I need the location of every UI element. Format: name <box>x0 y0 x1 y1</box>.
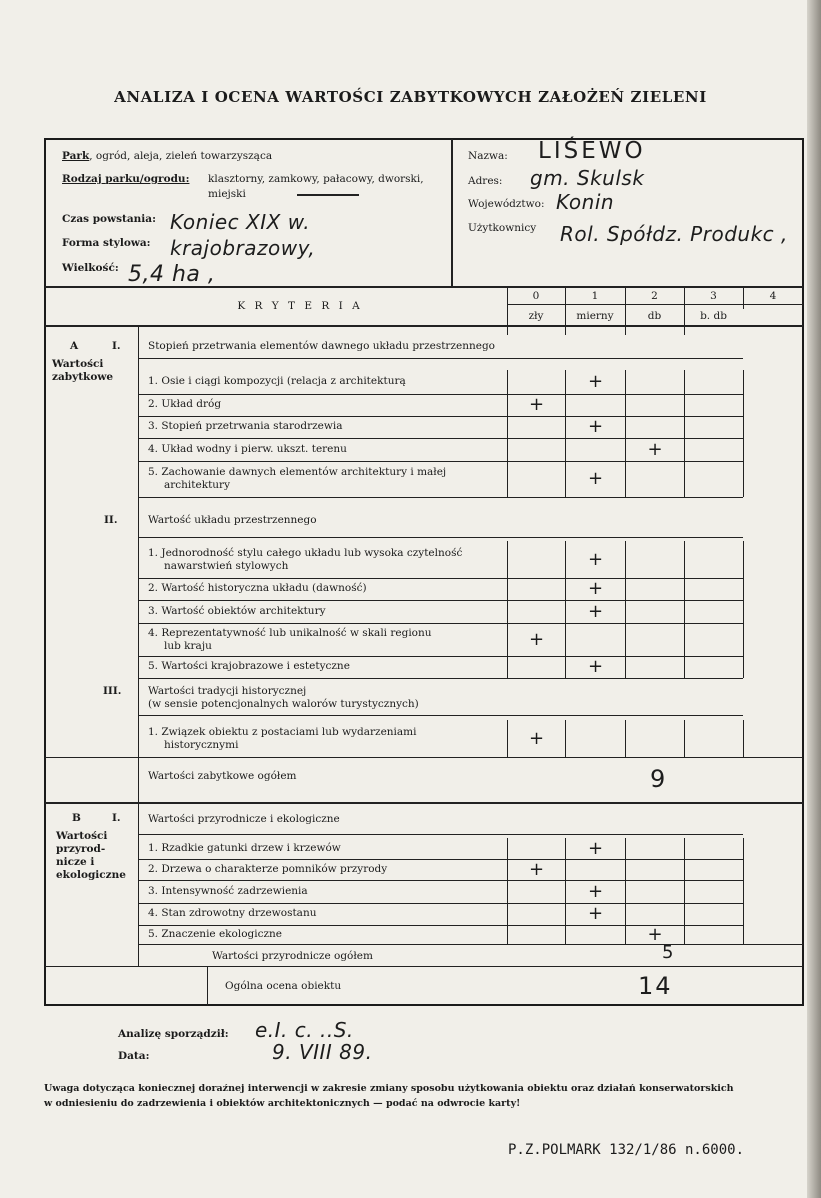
data-value: 9. VIII 89. <box>272 1040 373 1064</box>
a1-row-4-col-3 <box>684 438 685 461</box>
a1-row-1-label: 1. Osie i ciągi kompozycji (relacja z architekturą <box>148 375 406 387</box>
b1-row-3-line <box>138 903 743 904</box>
b1-row-5-col-1 <box>565 925 566 944</box>
b1-row-5-label: 5. Znaczenie ekologiczne <box>148 927 283 940</box>
a2-row-3-col-4 <box>743 600 744 623</box>
score-mark-plus: + <box>588 600 604 622</box>
a1-row-4-col-1 <box>565 438 566 461</box>
wielkosc-value: 5,4 ha , <box>128 262 216 287</box>
a3-row-1-col-2 <box>625 720 626 757</box>
a1-row-3-col-2 <box>625 416 626 438</box>
uzytkownicy-label: Użytkownicy <box>468 222 537 234</box>
score-mark-plus: + <box>588 880 604 902</box>
a1-row-2-col-0 <box>507 394 508 416</box>
score-head-1: 1 <box>591 290 599 302</box>
b1-row-3-col-0 <box>507 880 508 903</box>
a2-row-3-col-1 <box>565 600 566 623</box>
a2-row-5-line <box>138 678 743 679</box>
park-label: Park, ogród, aleja, zieleń towarzysząca <box>62 150 273 162</box>
a3-row-1-col-1 <box>565 720 566 757</box>
a2-row-1-label-2: nawarstwień stylowych <box>164 559 289 572</box>
a3-roman: III. <box>103 685 122 697</box>
note-line-1: Uwaga dotycząca koniecznej doraźnej interwencji w zakresie zmiany sposobu użytkowania obiektu oraz działań konserwatorskich <box>44 1083 734 1094</box>
section-a-divider <box>138 326 139 802</box>
rodzaj-label: Rodzaj parku/ogrodu: <box>62 173 190 185</box>
a2-row-2-col-1 <box>565 578 566 600</box>
b1-row-4-col-2 <box>625 903 626 925</box>
score-head-3: 3 <box>710 290 717 302</box>
a-total-label: Wartości zabytkowe ogółem <box>148 770 297 782</box>
b1-row-5-col-3 <box>684 925 685 944</box>
b1-row-4-col-1 <box>565 903 566 925</box>
a-total-value: 9 <box>650 765 666 793</box>
uzytkownicy-value: Rol. Spółdz. Produkc , <box>560 222 788 246</box>
a2-row-1-col-1 <box>565 541 566 578</box>
section-b-name-1: Wartości <box>56 830 108 842</box>
a2-row-2-col-3 <box>684 578 685 600</box>
a1-row-2-label: 2. Układ dróg <box>148 398 222 410</box>
b1-row-1-col-4 <box>743 838 744 859</box>
a2-row-5-col-0 <box>507 656 508 678</box>
overall-left-line <box>207 966 208 1006</box>
score-label-1: mierny <box>576 310 614 322</box>
kryteria-label: K R Y T E R I A <box>237 300 363 312</box>
score-mark-plus: + <box>588 578 604 599</box>
b-total-value: 5 <box>662 942 674 963</box>
a3-group-title-2: (w sensie potencjonalnych walorów turystycznych) <box>148 698 419 710</box>
b1-row-1-col-2 <box>625 838 626 859</box>
a1-row-4-line <box>138 461 743 462</box>
b1-title-line <box>138 834 743 835</box>
score-label-2: db <box>647 310 662 322</box>
score-mark-plus: + <box>647 923 663 945</box>
score-mark-plus: + <box>588 416 604 437</box>
a1-row-2-col-2 <box>625 394 626 416</box>
a2-row-1-line <box>138 578 743 579</box>
a3-title-line <box>138 715 743 716</box>
a1-row-3-col-0 <box>507 416 508 438</box>
a2-row-4-label: 4. Reprezentatywność lub unikalność w skali regionu <box>148 626 432 639</box>
sporzadzil-label: Analizę sporządził: <box>118 1028 229 1040</box>
a2-row-4-col-1 <box>565 623 566 656</box>
section-b-divider <box>138 803 139 966</box>
a1-row-4-col-4 <box>743 438 744 461</box>
a3-row-1-line <box>138 757 743 758</box>
a1-row-5-col-1 <box>565 461 566 497</box>
a1-row-1-line <box>138 394 743 395</box>
a1-row-4-col-2 <box>625 438 626 461</box>
a1-row-4-label: 4. Układ wodny i pierw. ukszt. terenu <box>148 442 347 455</box>
score-header-mid-line <box>507 304 803 305</box>
score-mark-plus: + <box>529 628 545 650</box>
a2-row-4-col-2 <box>625 623 626 656</box>
score-mark-plus: + <box>529 394 545 415</box>
a1-row-3-col-1 <box>565 416 566 438</box>
a2-row-1-label: 1. Jednorodność stylu całego układu lub wysoka czytelność <box>148 546 463 559</box>
adres-value: gm. Skulsk <box>530 166 645 190</box>
a2-row-2-col-2 <box>625 578 626 600</box>
a2-row-3-label: 3. Wartość obiektów architektury <box>148 604 326 617</box>
a2-row-1-col-0 <box>507 541 508 578</box>
note-line-2: w odniesieniu do zadrzewienia i obiektów architektonicznych — podać na odwrocie karty! <box>44 1098 521 1109</box>
b1-row-3-col-4 <box>743 880 744 903</box>
palacowy-underline <box>297 194 359 196</box>
a1-row-1-col-0 <box>507 370 508 394</box>
b1-row-4-col-0 <box>507 903 508 925</box>
header-divider <box>451 139 453 286</box>
print-code: P.Z.POLMARK 132/1/86 n.6000. <box>508 1142 745 1158</box>
sporzadzil-signature: e.I. c. ..S. <box>255 1018 354 1042</box>
a3-group-title-1: Wartości tradycji historycznej <box>148 685 307 697</box>
czas-label: Czas powstania: <box>62 213 156 225</box>
a1-row-4-col-0 <box>507 438 508 461</box>
a2-row-4-line <box>138 656 743 657</box>
section-b-name-3: nicze i <box>56 856 95 868</box>
a1-row-5-col-3 <box>684 461 685 497</box>
a1-row-2-line <box>138 416 743 417</box>
adres-label: Adres: <box>468 175 503 187</box>
a1-row-1-col-4 <box>743 370 744 394</box>
a3-row-1-col-0 <box>507 720 508 757</box>
b1-row-2-col-2 <box>625 859 626 880</box>
criteria-header-bottom <box>45 325 803 327</box>
a1-row-1-col-3 <box>684 370 685 394</box>
scan-edge <box>807 0 821 1198</box>
a2-row-4-col-3 <box>684 623 685 656</box>
b1-row-5-col-4 <box>743 925 744 944</box>
b1-row-3-col-1 <box>565 880 566 903</box>
b1-row-3-col-2 <box>625 880 626 903</box>
a2-row-3-col-2 <box>625 600 626 623</box>
a3-row-1-label-2: historycznymi <box>164 738 239 751</box>
rodzaj-options-2: miejski <box>208 188 246 200</box>
b1-row-3-col-3 <box>684 880 685 903</box>
a1-row-3-col-3 <box>684 416 685 438</box>
score-head-0: 0 <box>532 290 540 302</box>
a1-row-3-col-4 <box>743 416 744 438</box>
data-label: Data: <box>118 1050 150 1062</box>
score-head-4: 4 <box>769 290 777 302</box>
wielkosc-label: Wielkość: <box>62 262 119 274</box>
a2-row-5-col-3 <box>684 656 685 678</box>
a2-row-4-label-2: lub kraju <box>164 639 212 652</box>
a2-row-2-line <box>138 600 743 601</box>
section-ab-divider <box>45 802 803 804</box>
score-mark-plus: + <box>588 656 604 677</box>
b1-row-2-col-4 <box>743 859 744 880</box>
score-mark-plus: + <box>588 837 604 859</box>
section-a-name-1: Wartości <box>52 358 104 370</box>
section-b-roman: I. <box>112 812 121 824</box>
a2-row-5-col-4 <box>743 656 744 678</box>
b1-row-4-label: 4. Stan zdrowotny drzewostanu <box>148 907 317 919</box>
wojewodztwo-value: Konin <box>556 190 615 214</box>
b1-row-5-col-2 <box>625 925 626 944</box>
overall-top-line <box>45 966 803 967</box>
a2-row-3-col-3 <box>684 600 685 623</box>
a1-title-line <box>138 358 743 359</box>
score-mark-plus: + <box>588 468 604 489</box>
b1-row-2-col-3 <box>684 859 685 880</box>
a2-row-3-line <box>138 623 743 624</box>
overall-value: 14 <box>638 972 673 1000</box>
b1-group-title: Wartości przyrodnicze i ekologiczne <box>148 813 340 825</box>
a1-row-1-col-1 <box>565 370 566 394</box>
b1-row-1-label: 1. Rzadkie gatunki drzew i krzewów <box>148 841 341 854</box>
b1-row-1-col-1 <box>565 838 566 859</box>
a2-title-line <box>138 537 743 538</box>
a2-row-1-col-2 <box>625 541 626 578</box>
a1-row-3-label: 3. Stopień przetrwania starodrzewia <box>148 420 343 432</box>
b1-row-1-col-0 <box>507 838 508 859</box>
score-mark-plus: + <box>588 371 604 392</box>
b1-row-1-line <box>138 859 743 860</box>
a3-row-1-label: 1. Związek obiektu z postaciami lub wydarzeniami <box>148 725 417 738</box>
b1-row-2-col-1 <box>565 859 566 880</box>
a2-row-2-col-4 <box>743 578 744 600</box>
score-mark-plus: + <box>529 727 545 749</box>
a2-row-5-label: 5. Wartości krajobrazowe i estetyczne <box>148 660 350 672</box>
a2-row-2-col-0 <box>507 578 508 600</box>
a1-row-5-label-2: architektury <box>164 479 231 491</box>
b-total-label: Wartości przyrodnicze ogółem <box>212 950 373 962</box>
a2-row-4-col-4 <box>743 623 744 656</box>
b1-row-2-line <box>138 880 743 881</box>
a2-row-5-col-1 <box>565 656 566 678</box>
rodzaj-options: klasztorny, zamkowy, pałacowy, dworski, <box>208 173 424 185</box>
a2-group-title: Wartość układu przestrzennego <box>148 514 317 526</box>
a2-row-5-col-2 <box>625 656 626 678</box>
b1-row-2-label: 2. Drzewa o charakterze pomników przyrody <box>148 862 388 875</box>
section-a-name-2: zabytkowe <box>52 371 114 383</box>
forma-value: krajobrazowy, <box>170 236 316 260</box>
a1-row-2-col-1 <box>565 394 566 416</box>
a1-row-5-label: 5. Zachowanie dawnych elementów architektury i małej <box>148 466 447 478</box>
nazwa-label: Nazwa: <box>468 150 508 162</box>
score-mark-plus: + <box>588 548 604 570</box>
a2-row-1-col-4 <box>743 541 744 578</box>
a2-row-2-label: 2. Wartość historyczna układu (dawność) <box>148 582 367 594</box>
score-mark-plus: + <box>588 903 604 924</box>
section-b-name-4: ekologiczne <box>56 869 126 881</box>
a1-row-5-col-2 <box>625 461 626 497</box>
a2-row-1-col-3 <box>684 541 685 578</box>
a3-row-1-col-3 <box>684 720 685 757</box>
section-a-letter: A <box>70 340 79 352</box>
b1-row-5-col-0 <box>507 925 508 944</box>
a1-row-2-col-3 <box>684 394 685 416</box>
page-title: ANALIZA I OCENA WARTOŚCI ZABYTKOWYCH ZAŁOŻEŃ ZIELENI <box>114 88 707 106</box>
nazwa-value: LIŚEWO <box>538 138 646 164</box>
section-b-letter: B <box>72 812 81 824</box>
score-mark-plus: + <box>529 858 545 880</box>
a1-row-5-line <box>138 497 743 498</box>
a3-row-1-col-4 <box>743 720 744 757</box>
wojewodztwo-label: Województwo: <box>468 198 545 210</box>
a2-roman: II. <box>104 514 118 526</box>
forma-label: Forma stylowa: <box>62 237 151 249</box>
score-label-3: b. db <box>700 310 727 322</box>
score-mark-plus: + <box>647 438 663 460</box>
b1-row-4-col-4 <box>743 903 744 925</box>
a1-row-5-col-0 <box>507 461 508 497</box>
b1-row-1-col-3 <box>684 838 685 859</box>
a2-row-4-col-0 <box>507 623 508 656</box>
a1-row-5-col-4 <box>743 461 744 497</box>
czas-value: Koniec XIX w. <box>170 210 311 234</box>
a1-row-2-col-4 <box>743 394 744 416</box>
b1-row-3-label: 3. Intensywność zadrzewienia <box>148 884 308 897</box>
overall-label: Ogólna ocena obiektu <box>225 980 342 992</box>
score-head-2: 2 <box>651 290 658 302</box>
b1-row-4-col-3 <box>684 903 685 925</box>
b1-row-2-col-0 <box>507 859 508 880</box>
section-b-name-2: przyrod- <box>56 843 106 855</box>
score-label-0: zły <box>528 310 544 322</box>
a1-group-title: Stopień przetrwania elementów dawnego układu przestrzennego <box>148 340 495 352</box>
a2-row-3-col-0 <box>507 600 508 623</box>
section-a-roman: I. <box>112 340 121 352</box>
a1-row-1-col-2 <box>625 370 626 394</box>
